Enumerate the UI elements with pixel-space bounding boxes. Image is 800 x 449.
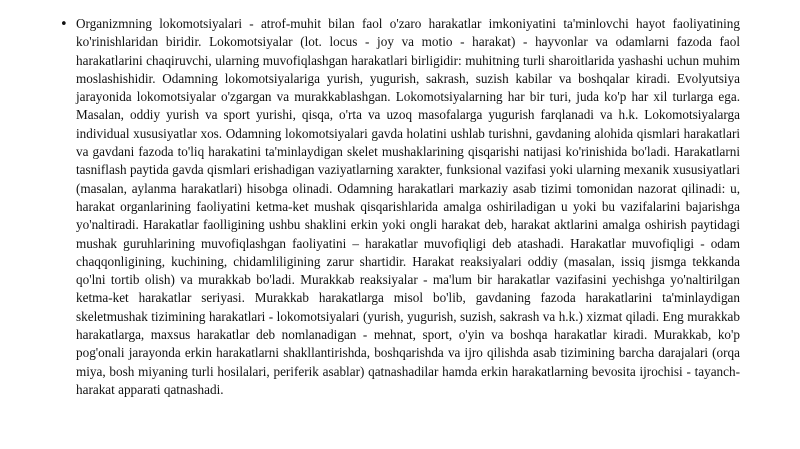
bullet-item (58, 15, 740, 399)
bullet-list (58, 15, 740, 399)
body-paragraph: Organizmning lokomotsiyalari - atrof-muhit bilan faol o'zaro harakatlar imkoniyatini ta'minlovchi hayot faoliyatining ko'rinishlaridan biridir. Lokomotsiyalar (lot. locus - joy va motio - harakat) - hayvonlar va odamlarni fazoda faol harakatlarini chaqiruvchi, ularning muvofiqlashgan harakatlari birligidir: muhitning turli sharoitlarida yashashi uchun muhim moslashishidir. Odamning lokomotsiyalariga yurish, yugurish, sakrash, suzish kabilar va boshqalar kiradi. Evolyutsiya jarayonida lokomotsiyalar o'zgargan va murakkablashgan. Lokomotsiyalarning har bir turi, juda ko'p har xil turlarga ega. Masalan, oddiy yurish va sport yurishi, qisqa, o'rta va uzoq masofalarga yugurish farqlanadi va h.k. Lokomotsiyalarga individual xususiyatlar xos. Odamning lokomotsiyalari gavda holatini ushlab turishni, gavdaning alohida qismlari harakatlari va gavdani fazoda to'liq harakatini ta'minlaydigan skelet mushaklarining qisqarishi natijasi ko'rinishida bo'ladi. Harakatlarni tasniflash paytida gavda qismlari erishadigan vaziyatlarning xarakter, funksional vazifasi yoki ularning mexanik xususiyatlari (masalan, aylanma harakatlari) hisobga olinadi. Odamning harakatlari markaziy asab tizimi tomonidan nazorat qilinadi: u, harakat organlarining faoliyatini ketma-ket mushak qisqarishlarida amalga oshiriladigan u yoki bu vazifalarini bajarishga yo'naltiradi. Harakatlar faolligining ushbu shaklini erkin yoki ongli harakat deb, harakat aktlarini amalga oshirish paytidagi mushak guruhlarining muvofiqlashgan faoliyatini – harakatlar muvofiqligi deb atashadi. Harakatlar muvofiqligi - odam chaqqonligining, kuchining, chidamliligining zarur shartidir. Harakat reaksiyalari oddiy (masalan, issiq jismga tekkanda qo'lni tortib olish) va murakkab bo'ladi. Murakkab reaksiyalar - ma'lum bir harakatlar vazifasini yechishga yo'naltirilgan ketma-ket harakatlar seriyasi. Murakkab harakatlarga misol bo'lib, gavdaning fazoda harakatlarini ta'minlaydigan skeletmushak tizimining harakatlari - lokomotsiyalari (yurish, yugurish, suzish, sakrash va h.k.) xizmat qiladi. Eng murakkab harakatlarga, maxsus harakatlar deb nomlanadigan - mehnat, sport, o'yin va boshqa harakatlar kiradi. Murakkab, ko'p pog'onali jarayonda erkin harakatlarni shakllantirishda, boshqarishda va ijro qilishda asab tizimining barcha darajalari (orqa miya, bosh miyaning turli hosilalari, periferik asablar) qatnashadilar hamda erkin harakatlarning bevosita ijrochisi - tayanch-harakat apparati qatnashadi. (76, 16, 740, 397)
bullet-dot-icon: • (60, 17, 68, 32)
